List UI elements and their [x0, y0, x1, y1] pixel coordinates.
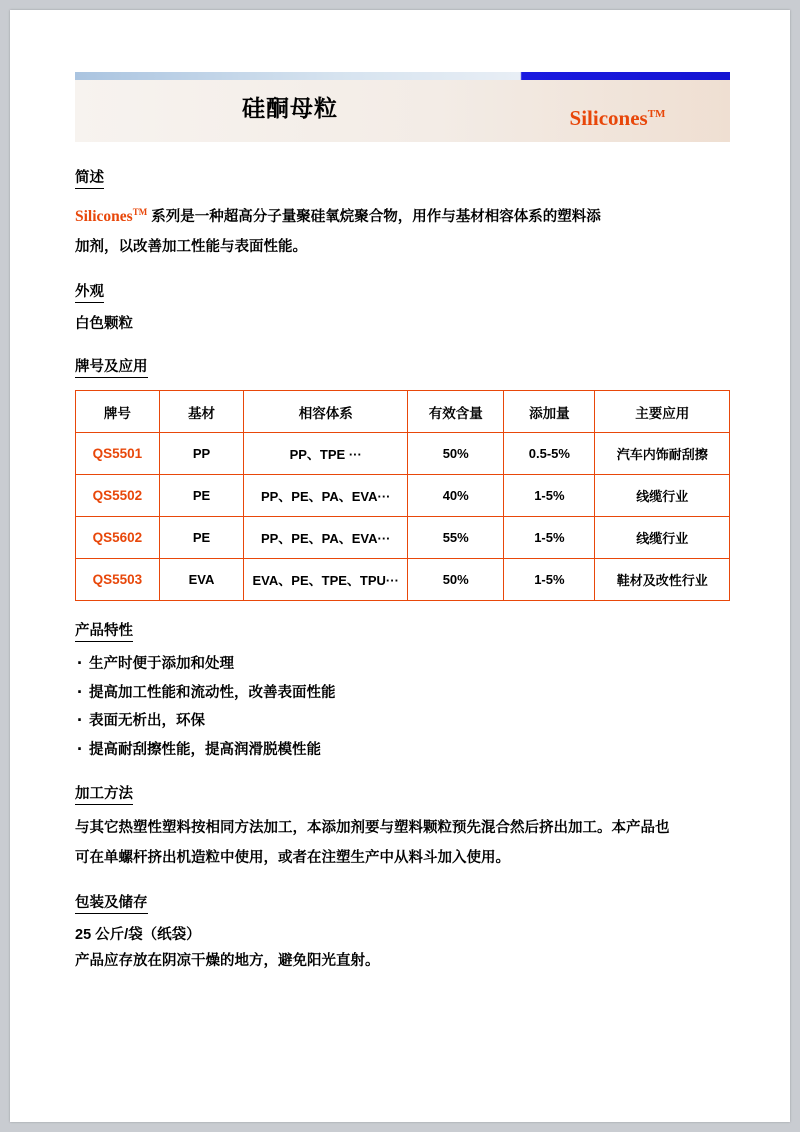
column-header-grade: 牌号	[76, 391, 160, 433]
section-processing	[75, 782, 730, 873]
list-item: · 提高加工性能和流动性，改善表面性能	[75, 679, 730, 708]
overview-text-line1: 系列是一种超高分子量聚硅氧烷聚合物，用作与基材相容体系的塑料添	[151, 209, 601, 226]
header-banner	[75, 60, 730, 148]
table-row	[76, 517, 730, 559]
list-item: · 生产时便于添加和处理	[75, 650, 730, 679]
brand-name: Silicones	[569, 106, 648, 130]
cell-substrate: PE	[159, 475, 244, 517]
cell-substrate: PP	[159, 433, 244, 475]
table-row	[76, 433, 730, 475]
section-packaging	[75, 891, 730, 974]
cell-grade: QS5502	[76, 475, 160, 517]
document-content	[75, 60, 730, 974]
cell-substrate: PE	[159, 517, 244, 559]
cell-substrate: EVA	[159, 559, 244, 601]
cell-application: 线缆行业	[595, 475, 730, 517]
overview-text-line2: 加剂，以改善加工性能与表面性能。	[75, 239, 307, 256]
cell-compatible-system: PP、PE、PA、EVA···	[244, 475, 408, 517]
packaging-line2: 产品应存放在阴凉干燥的地方，避免阳光直射。	[75, 953, 380, 970]
column-header-dosage: 添加量	[504, 391, 595, 433]
cell-active-content: 55%	[408, 517, 504, 559]
processing-line2: 可在单螺杆挤出机造粒中使用，或者在注塑生产中从料斗加入使用。	[75, 850, 510, 867]
cell-application: 鞋材及改性行业	[595, 559, 730, 601]
appearance-heading: 外观	[75, 280, 104, 303]
page-title: 硅酮母粒	[242, 95, 338, 121]
processing-heading: 加工方法	[75, 782, 133, 805]
cell-dosage: 1-5%	[504, 475, 595, 517]
table-row	[76, 475, 730, 517]
grades-heading: 牌号及应用	[75, 355, 148, 378]
cell-grade: QS5602	[76, 517, 160, 559]
section-overview	[75, 166, 730, 262]
brand-logotype	[505, 106, 730, 131]
list-item: · 表面无析出，环保	[75, 707, 730, 736]
features-list	[75, 650, 730, 764]
table-header-row	[76, 391, 730, 433]
overview-brand-trademark: TM	[132, 207, 148, 217]
table-row	[76, 559, 730, 601]
column-header-compatible-system: 相容体系	[244, 391, 408, 433]
banner-accent-bar	[75, 72, 730, 80]
section-features	[75, 619, 730, 764]
brand-trademark: TM	[647, 108, 666, 120]
cell-grade: QS5501	[76, 433, 160, 475]
processing-paragraph	[75, 813, 730, 873]
features-heading: 产品特性	[75, 619, 133, 642]
cell-active-content: 40%	[408, 475, 504, 517]
cell-compatible-system: PP、PE、PA、EVA···	[244, 517, 408, 559]
cell-application: 汽车内饰耐刮擦	[595, 433, 730, 475]
overview-brand-name: Silicones	[75, 208, 133, 226]
cell-active-content: 50%	[408, 559, 504, 601]
cell-dosage: 1-5%	[504, 517, 595, 559]
cell-active-content: 50%	[408, 433, 504, 475]
overview-brand	[75, 208, 147, 225]
cell-compatible-system: PP、TPE ···	[244, 433, 408, 475]
overview-paragraph	[75, 197, 730, 262]
cell-dosage: 0.5-5%	[504, 433, 595, 475]
column-header-substrate: 基材	[159, 391, 244, 433]
grades-table	[75, 390, 730, 601]
section-appearance	[75, 280, 730, 337]
document-page	[10, 10, 790, 1122]
column-header-active-content: 有效含量	[408, 391, 504, 433]
cell-dosage: 1-5%	[504, 559, 595, 601]
overview-heading: 简述	[75, 166, 104, 189]
appearance-text: 白色颗粒	[75, 316, 133, 333]
list-item: · 提高耐刮擦性能，提高润滑脱模性能	[75, 736, 730, 765]
cell-grade: QS5503	[76, 559, 160, 601]
section-grades	[75, 355, 730, 601]
cell-compatible-system: EVA、PE、TPE、TPU···	[244, 559, 408, 601]
cell-application: 线缆行业	[595, 517, 730, 559]
processing-line1: 与其它热塑性塑料按相同方法加工，本添加剂要与塑料颗粒预先混合然后挤出加工。本产品也	[75, 820, 670, 837]
packaging-heading: 包装及储存	[75, 891, 148, 914]
column-header-application: 主要应用	[595, 391, 730, 433]
packaging-line1: 25 公斤/袋（纸袋）	[75, 927, 201, 944]
